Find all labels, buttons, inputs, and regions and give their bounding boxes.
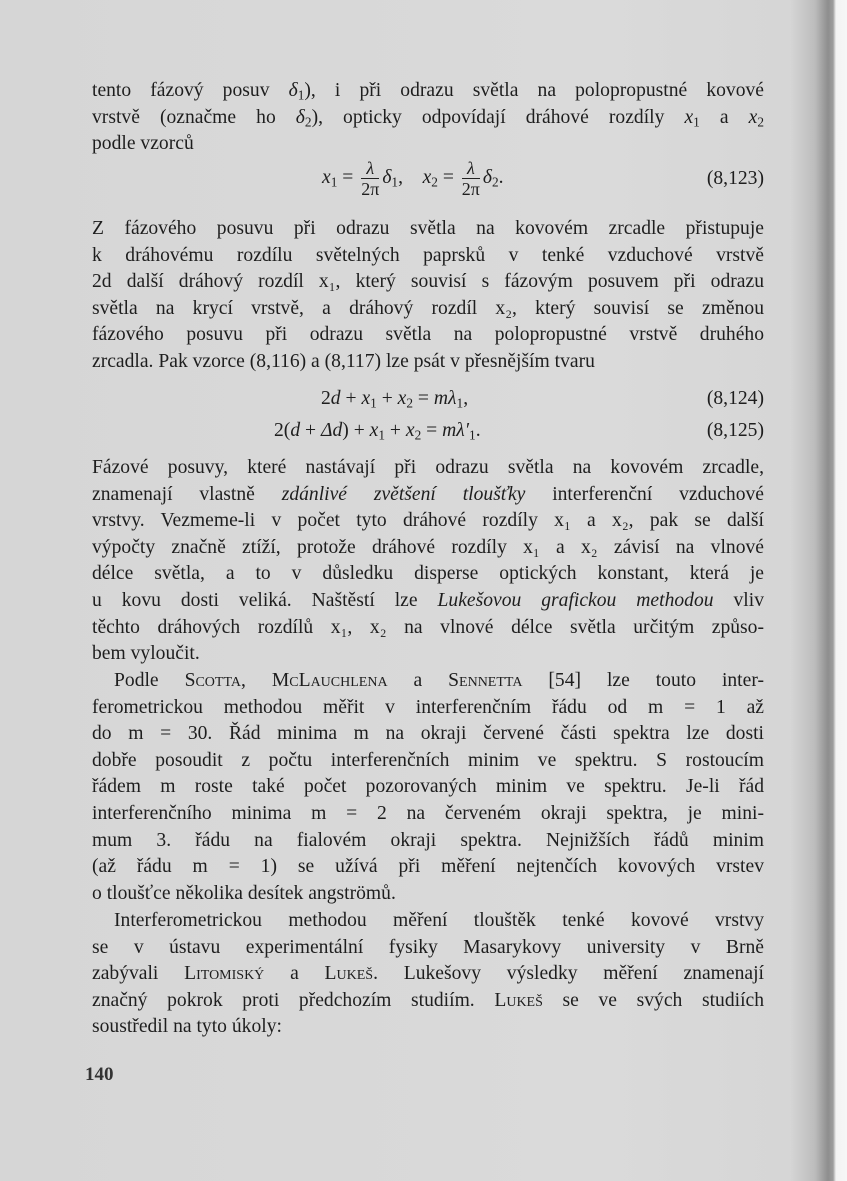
- text-line: těchto dráhových rozdílů x₁, x₂ na vlnové délce světla určitým způso-: [92, 616, 764, 638]
- equation-label: (8,124): [706, 388, 764, 409]
- text-line: Fázové posuvy, které nastávají při odrazu světla na kovovém zrcadle,: [92, 457, 764, 478]
- text-line: vrstvy. Vezmeme-li v počet tyto dráhové rozdíly x₁ a x₂, pak se další: [92, 510, 764, 532]
- text-line: k dráhovému rozdílu světelných paprsků v tenké vzduchové vrstvě: [92, 244, 764, 266]
- author-name: Litomiský: [184, 963, 265, 985]
- text-line: vrstvě (označme ho $\delta_2$), opticky odpovídají dráhové rozdíly $x_1$ a $x_2$: [92, 106, 764, 129]
- text-line: znamenají vlastně zdánlivé zvětšení tloušťky interferenční vzduchové: [92, 483, 764, 505]
- emphasis: Lukešovou grafickou methodou: [437, 589, 714, 611]
- text-line: mum 3. řádu na fialovém okraji spektra. Nejnižších řádů minim: [92, 829, 764, 851]
- equation-8-123: [92, 158, 764, 208]
- text-line: Z fázového posuvu při odrazu světla na kovovém zrcadle přistupuje: [92, 218, 764, 239]
- author-name: McLauchlena: [271, 670, 388, 691]
- text-line: 2d další dráhový rozdíl x₁, který souvisí s fázovým posuvem při odrazu: [92, 271, 764, 293]
- text-line: Interferometrickou methodou měření tlouštěk tenké kovové vrstvy: [114, 910, 764, 931]
- equation-8-124: [92, 388, 764, 416]
- text-line: světla na krycí vrstvě, a dráhový rozdíl x₂, který souvisí se změnou: [92, 297, 764, 319]
- paragraph-phase-shift-intro: [92, 78, 764, 158]
- text-line: se v ústavu experimentální fysiky Masarykovy university v Brně: [92, 936, 764, 958]
- text-line: dobře posoudit z počtu interferenčních minim ve spektru. S rostoucím: [92, 749, 764, 771]
- text-line: fázového posuvu při odrazu světla na polopropustné vrstvě druhého: [92, 324, 764, 346]
- equation-body: $2d + x_1 + x_2 = m\lambda_1$,: [321, 388, 469, 411]
- author-name: Scotta: [184, 670, 242, 691]
- text-line: ferometrickou methodou měřit v interferenčním řádu od m = 1 až: [92, 696, 764, 718]
- emphasis: zdánlivé zvětšení tloušťky: [281, 483, 526, 505]
- text-line: soustředil na tyto úkoly:: [92, 1016, 282, 1038]
- text-line: zrcadla. Pak vzorce (8,116) a (8,117) lze psát v přesnějším tvaru: [92, 350, 595, 372]
- text-line: výpočty značně ztíží, protože dráhové rozdíly x₁ a x₂ závisí na vlnové: [92, 536, 764, 558]
- text-line: značný pokrok proti předchozím studiím. Lukeš se ve svých studiích: [92, 989, 765, 1011]
- author-name: Sennetta: [448, 670, 523, 691]
- paragraph-apparent-thickness: [92, 455, 764, 668]
- text-line: Podle Scotta, McLauchlena a Sennetta [54] lze touto inter-: [114, 670, 764, 691]
- equation-body: $x_1$ = $\frac{\lambda}{2\pi}$ $\delta_1$, $x_2$ = $\frac{\lambda}{2\pi}$ $\delta_2$.: [322, 158, 504, 199]
- author-name: Lukeš: [324, 963, 374, 985]
- text-line: o tloušťce několika desítek angströmů.: [92, 882, 396, 904]
- text-line: tento fázový posuv $\delta_1$), i při odrazu světla na polopropustné kovové: [92, 80, 765, 103]
- text-line: (až řádu m = 1) se užívá při měření nejtenčích kovových vrstev: [92, 856, 764, 878]
- text-line: do m = 30. Řád minima m na okraji červené části spektra lze dosti: [92, 723, 764, 745]
- paragraph-scott-method: [92, 668, 764, 907]
- equation-8-125: [92, 420, 764, 448]
- equation-body: $2(d + \Delta d) + x_1 + x_2 = m\lambda'_1$.: [274, 420, 481, 443]
- equation-label: (8,125): [706, 420, 764, 441]
- fraction: $\frac{\lambda}{2\pi}$: [461, 158, 480, 199]
- text-line: u kovu dosti veliká. Naštěstí lze Lukešovou grafickou methodou vliv: [92, 589, 764, 611]
- text-line: zabývali Litomiský a Lukeš. Lukešovy výsledky měření znamenají: [92, 963, 764, 985]
- text-line: délce světla, a to v důsledku disperse optických konstant, která je: [92, 563, 764, 585]
- author-name: Lukeš: [494, 989, 543, 1011]
- fraction: $\frac{\lambda}{2\pi}$: [361, 158, 380, 199]
- text-line: řádem m roste také počet pozorovaných minim ve spektru. Je-li řád: [92, 776, 764, 798]
- paragraph-brno-institute: [92, 908, 764, 1041]
- page-number: 140: [85, 1064, 114, 1085]
- equation-label: (8,123): [706, 168, 764, 189]
- text-line: podle vzorců: [92, 133, 194, 155]
- paragraph-mirror-phase-shift: [92, 216, 764, 376]
- text-line: bem vyloučit.: [92, 643, 200, 665]
- text-line: interferenčního minima m = 2 na červeném okraji spektra, je mini-: [92, 802, 764, 824]
